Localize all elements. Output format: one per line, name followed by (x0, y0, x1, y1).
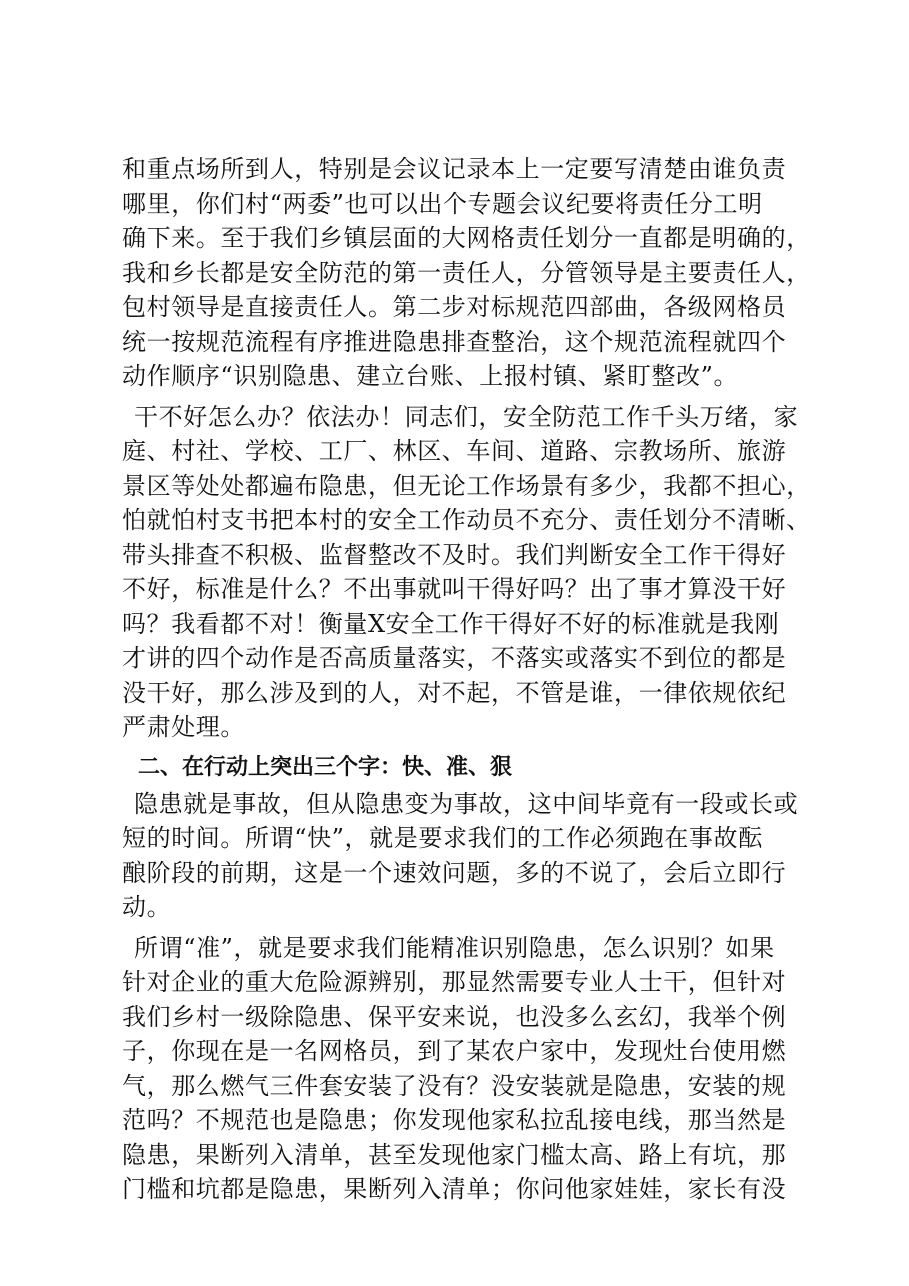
text-line: 和重点场所到人，特别是会议记录本上一定要写清楚由谁负责 (122, 155, 787, 183)
paragraph-responsibility (122, 152, 811, 394)
text-line: 动作顺序“识别隐患、建立台账、上报村镇、紧盯整改”。 (122, 362, 739, 390)
text-line: 气，那么燃气三件套安装了没有？没安装就是隐患，安装的规 (122, 1071, 787, 1100)
text-line: 没干好，那么涉及到的人，对不起，不管是谁，一律依规依纪 (122, 678, 787, 707)
paragraph-enforcement (122, 400, 811, 745)
text-line: 包村领导是直接责任人。第二步对标规范四部曲，各级网格员 (122, 293, 787, 321)
text-line: 哪里，你们村“两委”也可以出个专题会议纪要将责任分工明 (122, 189, 763, 218)
text-line: 我和乡长都是安全防范的第一责任人，分管领导是主要责任人， (122, 258, 811, 287)
text-line: 隐患就是事故，但从隐患变为事故，这中间毕竟有一段或长或 (134, 789, 799, 818)
text-line: 才讲的四个动作是否高质量落实，不落实或落实不到位的都是 (122, 644, 787, 672)
text-line: 带头排查不积极、监督整改不及时。我们判断安全工作干得好 (122, 540, 787, 569)
text-line: 吗？我看都不对！衡量X安全工作干得好不好的标准就是我刚 (122, 609, 780, 638)
text-line: 我们乡村一级除隐患、保平安来说，也没多么玄幻，我举个例 (122, 1002, 787, 1031)
text-line: 门槛和坑都是隐患，果断列入清单；你问他家娃娃，家长有没 (122, 1175, 787, 1203)
paragraph-accurate (122, 931, 802, 1207)
text-line: 庭、村社、学校、工厂、林区、车间、道路、宗教场所、旅游 (122, 437, 787, 465)
text-line: 确下来。至于我们乡镇层面的大网格责任划分一直都是明确的， (122, 224, 811, 252)
section-heading: 二、在行动上突出三个字：快、准、狠 (138, 754, 513, 780)
text-line: 隐患，果断列入清单，甚至发现他家门槛太高、路上有坑，那 (122, 1140, 787, 1169)
paragraph-fast (122, 787, 802, 925)
document-body (122, 152, 811, 1207)
text-line: 干不好怎么办？依法办！同志们，安全防范工作千头万绪，家 (134, 402, 799, 431)
text-line: 不好，标准是什么？不出事就叫干得好吗？出了事才算没干好 (122, 575, 787, 603)
text-line: 范吗？不规范也是隐患；你发现他家私拉乱接电线，那当然是 (122, 1106, 787, 1134)
text-line: 短的时间。所谓“快”，就是要求我们的工作必须跑在事故酝 (122, 824, 763, 852)
text-line: 酿阶段的前期，这是一个速效问题，多的不说了，会后立即行 (122, 858, 787, 887)
text-line: 子，你现在是一名网格员，到了某农户家中，发现灶台使用燃 (122, 1037, 787, 1065)
text-line: 动。 (122, 893, 172, 921)
text-line: 严肃处理。 (122, 713, 245, 741)
text-line: 景区等处处都遍布隐患，但无论工作场景有多少，我都不担心， (122, 471, 811, 500)
text-line: 统一按规范流程有序推进隐患排查整治，这个规范流程就四个 (122, 327, 787, 356)
text-line: 针对企业的重大危险源辨别，那显然需要专业人士干，但针对 (122, 968, 787, 996)
text-line: 怕就怕村支书把本村的安全工作动员不充分、责任划分不清晰、 (122, 506, 811, 534)
text-line: 所谓“准”，就是要求我们能精准识别隐患，怎么识别？如果 (134, 933, 775, 962)
